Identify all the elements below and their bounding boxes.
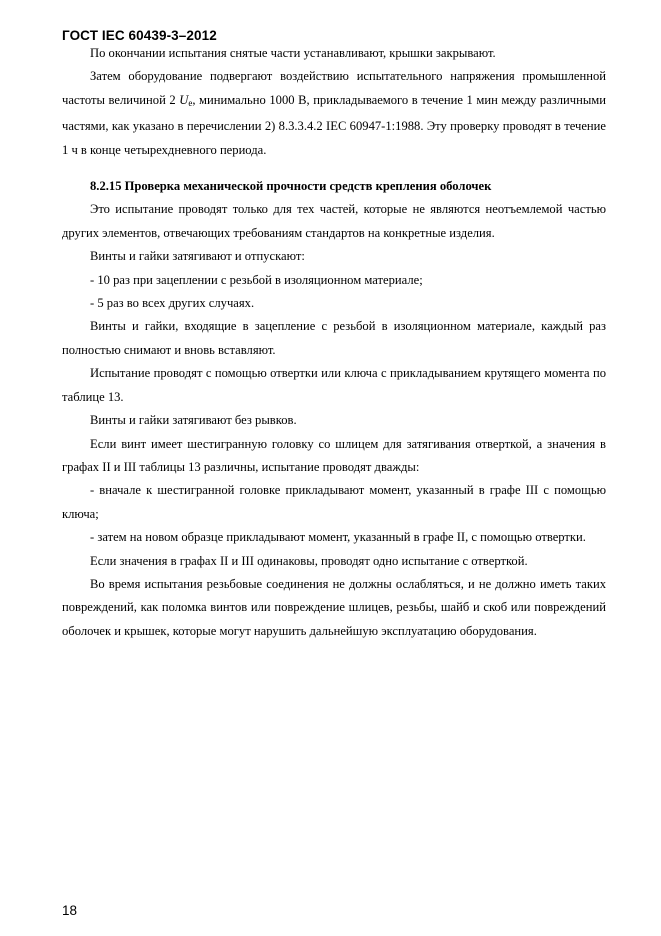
list-item-wrench: - вначале к шестигранной головке прикладывают момент, указанный в графе III с помощью ключа; [62,483,606,521]
list-item-other: - 5 раз во всех других случаях. [90,296,255,311]
paragraph-no-jerks: Винты и гайки затягивают без рывков. [90,413,297,428]
paragraph-torque: Испытание проводят с помощью отвертки или ключа с прикладыванием крутящего момента по таблице 13. [62,366,606,404]
document-body [62,42,606,643]
paragraph-equal-values: Если значения в графах II и III одинаковы, проводят одно испытание с отверткой. [90,553,528,568]
paragraph-scope: Это испытание проводят только для тех частей, которые не являются неотъемлемой частью других элементов, отвечающих требованиям стандартов на конкретные изделия. [62,202,606,240]
section-heading: 8.2.15 Проверка механической прочности средств крепления оболочек [90,179,492,194]
paragraph-remove: Винты и гайки, входящие в зацепление с резьбой в изоляционном материале, каждый раз полностью снимают и вновь вставляют. [62,319,606,357]
list-item-insulating: - 10 раз при зацеплении с резьбой в изоляционном материале; [90,272,423,287]
paragraph-hex-head: Если винт имеет шестигранную головку со шлицем для затягивания отверткой, а значения в графах II и III таблицы 13 различны, испытание проводят дважды: [62,436,606,474]
document-header: ГОСТ IEC 60439-3–2012 [62,28,217,43]
voltage-symbol: U [179,92,189,107]
paragraph-requirements: Во время испытания резьбовые соединения не должны ослабляться, и не должно иметь таких повреждений, как поломка винтов или повреждение шлицев, резьбы, шайб и скоб или повреждений оболочек и крышек, которые могут нарушить дальнейшую эксплуатацию оборудования. [62,576,606,638]
page-number: 18 [62,903,78,918]
voltage-subscript: e [188,97,193,108]
paragraph-voltage-test [62,65,606,162]
voltage-text-after: , минимально 1000 В, прикладываемого в течение 1 мин между различными частями, как указано в перечислении 2) 8.3.3.4.2 IEC 60947-1:1988. Эту проверку проводят в течение 1 ч в конце четырехдневного периода. [62,92,606,157]
paragraph-tighten: Винты и гайки затягивают и отпускают: [90,249,305,264]
paragraph-reassembly: По окончании испытания снятые части устанавливают, крышки закрывают. [90,46,496,60]
voltage-text-before: Затем оборудование подвергают воздействию испытательного напряжения промышленной частоты величиной 2 [62,69,606,107]
list-item-screwdriver: - затем на новом образце прикладывают момент, указанный в графе II, с помощью отвертки. [90,530,586,545]
